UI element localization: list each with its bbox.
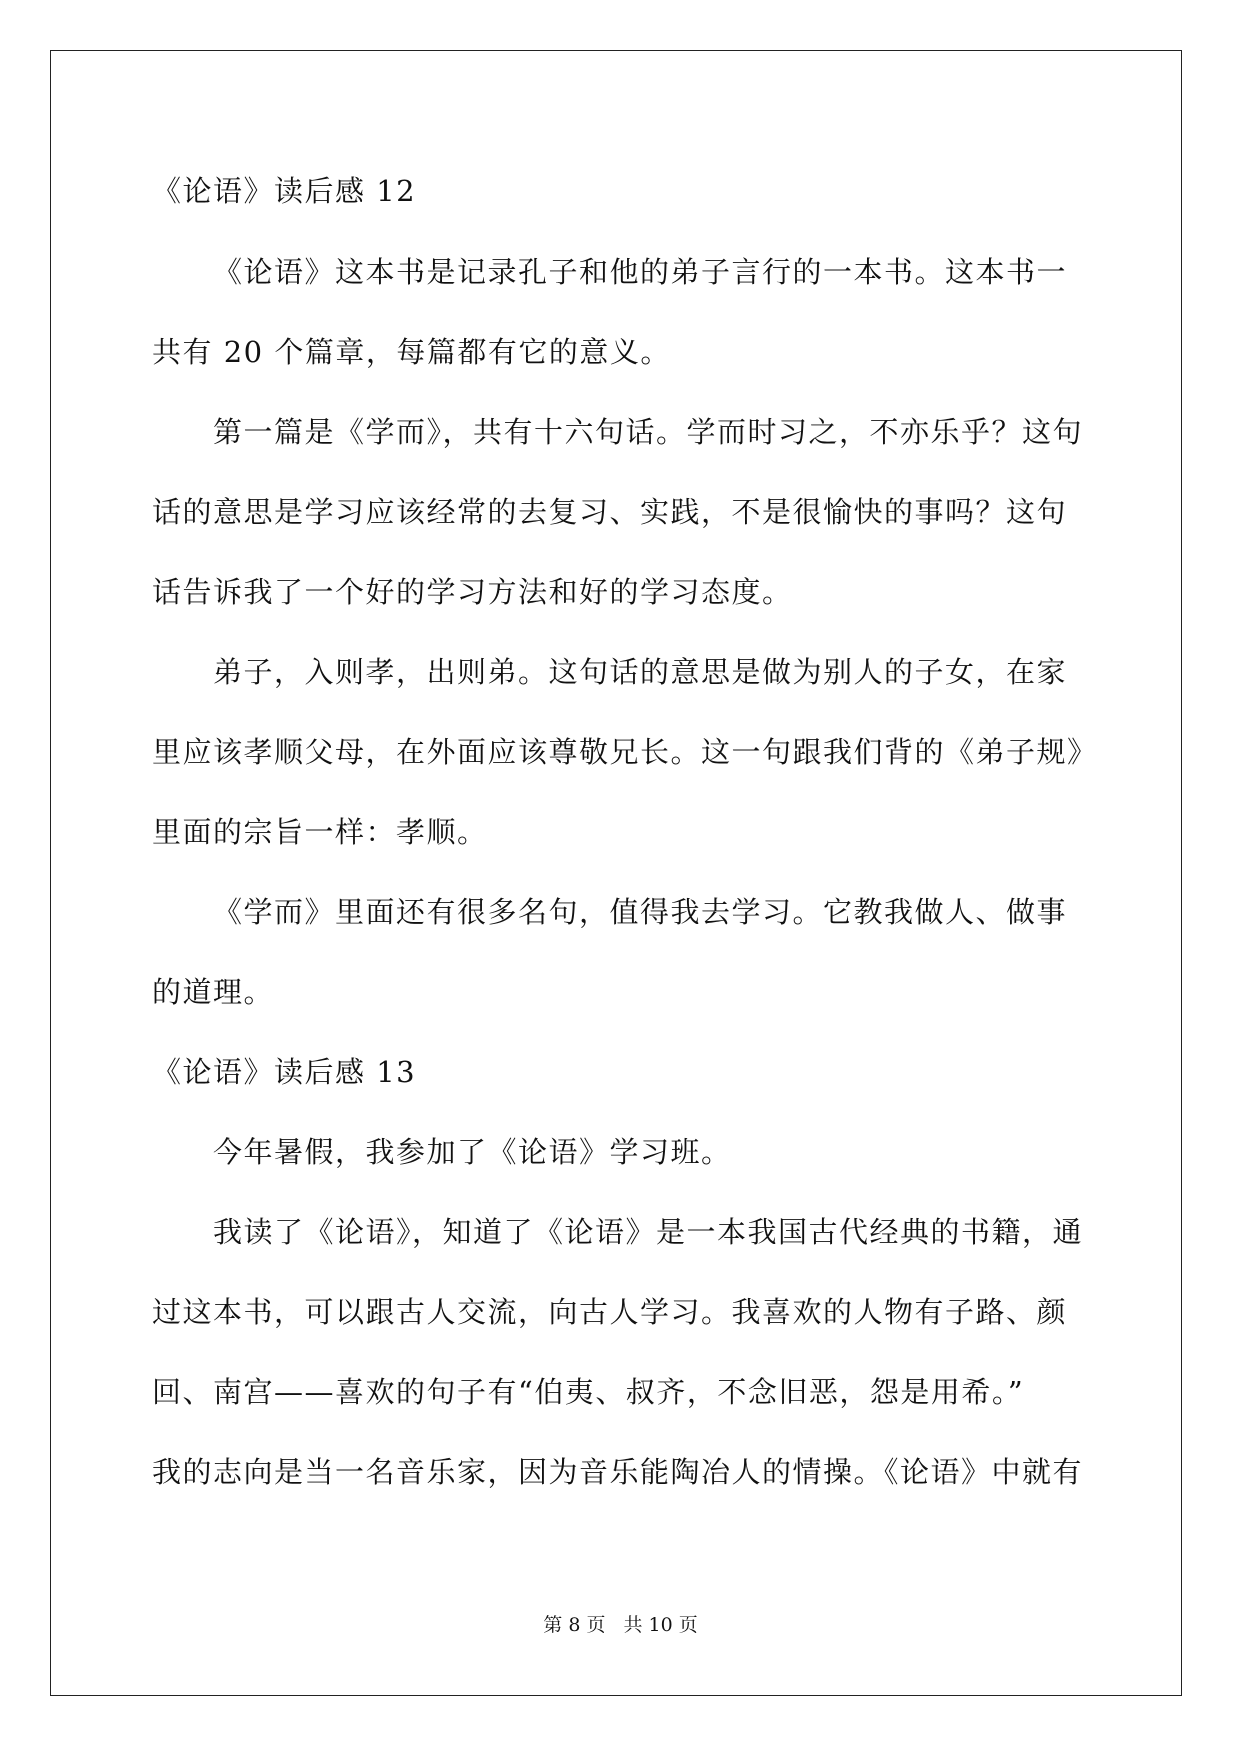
paragraph-line: 回、南宫——喜欢的句子有“伯夷、叔齐，不念旧恶，怨是用希。” — [152, 1375, 1025, 1409]
paragraph-line: 过这本书，可以跟古人交流，向古人学习。我喜欢的人物有子路、颜 — [152, 1295, 1068, 1329]
page-border — [50, 50, 1182, 1696]
paragraph-line: 我的志向是当一名音乐家，因为音乐能陶冶人的情操。《论语》中就有 — [152, 1455, 1084, 1489]
paragraph-line: 共有 20 个篇章，每篇都有它的意义。 — [152, 335, 671, 369]
paragraph-line: 里应该孝顺父母，在外面应该尊敬兄长。这一句跟我们背的《弟子规》 — [152, 735, 1098, 769]
paragraph-line: 我读了《论语》，知道了《论语》是一本我国古代经典的书籍，通 — [213, 1215, 1084, 1249]
page-number: 第 8 页 — [543, 1614, 606, 1636]
paragraph-line: 弟子，入则孝，出则弟。这句话的意思是做为别人的子女，在家 — [213, 655, 1068, 689]
paragraph-line: 的道理。 — [152, 975, 275, 1009]
paragraph-line: 《论语》这本书是记录孔子和他的弟子言行的一本书。这本书一 — [213, 255, 1068, 289]
paragraph-line: 话告诉我了一个好的学习方法和好的学习态度。 — [152, 575, 793, 609]
paragraph-line: 今年暑假，我参加了《论语》学习班。 — [213, 1135, 732, 1169]
page-footer — [0, 1613, 1241, 1637]
paragraph-line: 第一篇是《学而》，共有十六句话。学而时习之，不亦乐乎？这句 — [213, 415, 1084, 449]
section-heading-12: 《论语》读后感 12 — [152, 174, 417, 208]
section-heading-13: 《论语》读后感 13 — [152, 1055, 417, 1089]
paragraph-line: 《学而》里面还有很多名句，值得我去学习。它教我做人、做事 — [213, 895, 1068, 929]
paragraph-line: 里面的宗旨一样：孝顺。 — [152, 815, 488, 849]
page-total: 共 10 页 — [623, 1614, 698, 1636]
paragraph-line: 话的意思是学习应该经常的去复习、实践，不是很愉快的事吗？这句 — [152, 495, 1068, 529]
